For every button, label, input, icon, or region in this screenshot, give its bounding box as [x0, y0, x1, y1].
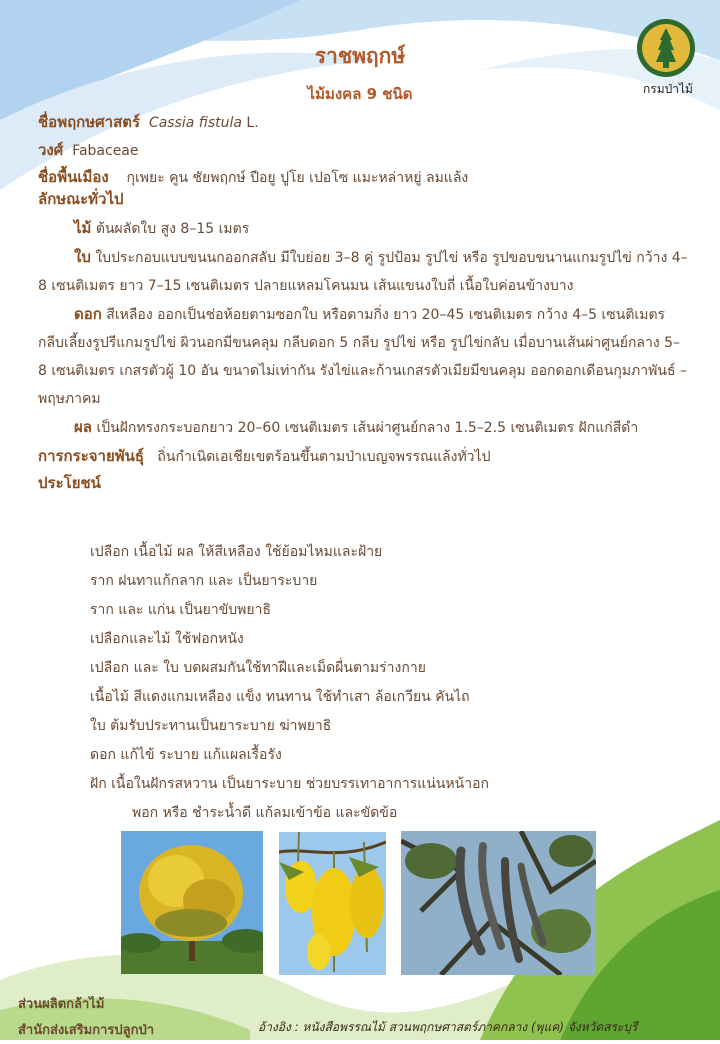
local-names-label: ชื่อพื้นเมือง — [38, 168, 109, 186]
list-item: เนื้อไม้ สีแดงแกมเหลือง แข็ง ทนทาน ใช้ทำเสา ล้อเกวียน คันไถ — [90, 689, 470, 705]
list-item: ฝัก เนื้อในฝักรสหวาน เป็นยาระบาย ช่วยบรรเทาอาการแน่นหน้าอก — [90, 776, 489, 792]
department-line-2: สำนักส่งเสริมการปลูกป่า — [18, 1023, 154, 1038]
scientific-name-genus: Cassia fistula — [148, 115, 242, 131]
page-subtitle: ไม้มงคล 9 ชนิด — [307, 85, 413, 103]
org-name: กรมป่าไม้ — [643, 82, 693, 96]
department-credit — [18, 992, 154, 1044]
list-item: ใบ ต้มรับประทานเป็นยาระบาย ฆ่าพยาธิ — [90, 718, 332, 734]
general-characteristics-label: ลักษณะทั่วไป — [38, 190, 124, 208]
fruit-text: เป็นฝักทรงกระบอกยาว 20–60 เซนติเมตร เส้นผ่าศูนย์กลาง 1.5–2.5 เซนติเมตร ฝักแก่สีดำ — [96, 420, 639, 436]
fruit-trait — [38, 413, 688, 442]
list-item: ดอก แก้ไข้ ระบาย แก้แผลเรื้อรัง — [90, 747, 282, 763]
fruit-label: ผล — [74, 418, 92, 436]
list-item: เปลือก และ ใบ บดผสมกันใช้ทาฝีและเม็ดผื่นตามร่างกาย — [90, 660, 426, 676]
tree-label: ไม้ — [74, 219, 92, 237]
photo-pods — [401, 831, 596, 975]
leaf-text: ใบประกอบแบบขนนกออกสลับ มีใบย่อย 3–8 คู่ รูปป้อม รูปไข่ หรือ รูปขอบขนานแกมรูปไข่ กว้าง 4–8 เซนติเมตร ยาว 7–15 เซนติเมตร ปลายแหลมโคนมน เส้นแขนงใบถี่ เนื้อใบค่อนข้างบาง — [38, 250, 688, 294]
local-names-value: กุเพยะ คูน ชัยพฤกษ์ ปือยู ปูโย เปอโซ แมะหล่าหยู่ ลมแล้ง — [126, 170, 469, 186]
tree-text: ต้นผลัดใบ สูง 8–15 เมตร — [95, 221, 250, 237]
scientific-name-author: L. — [246, 115, 259, 131]
family-label: วงศ์ — [38, 141, 64, 159]
list-item-continuation: พอก หรือ ชำระน้ำดี แก้ลมเข้าข้อ และขัดข้อ — [132, 805, 398, 821]
department-line-1: ส่วนผลิตกล้าไม้ — [18, 997, 105, 1012]
flower-label: ดอก — [74, 305, 102, 323]
photo-tree — [121, 831, 263, 974]
tree-trait — [38, 214, 688, 243]
list-item: ราก ฝนทาแก้กลาก และ เป็นยาระบาย — [90, 573, 318, 589]
description-section — [38, 110, 688, 496]
flower-text: สีเหลือง ออกเป็นช่อห้อยตามซอกใบ หรือตามกิ่ง ยาว 20–45 เซนติเมตร กว้าง 4–5 เซนติเมตร กลีบเลี้ยงรูปรีแกมรูปไข่ ผิวนอกมีขนคลุม กลีบดอก 5 กลีบ รูปไข่ หรือ รูปไข่กลับ เมื่อบานเส้นผ่าศูนย์กลาง 5–8 เซนติเมตร เกสรตัวผู้ 10 อัน ขนาดไม่เท่ากัน รังไข่และก้านเกสรตัวเมียมีขนคลุม ออกดอกเดือนกุมภาพันธ์ – พฤษภาคม — [38, 307, 687, 407]
list-item: ราก และ แก่น เป็นยาขับพยาธิ — [90, 602, 272, 618]
flower-trait — [38, 300, 688, 413]
list-item: เปลือกและไม้ ใช้ฟอกหนัง — [90, 631, 244, 647]
family-value: Fabaceae — [72, 143, 139, 159]
leaf-trait — [38, 243, 688, 300]
list-item: เปลือก เนื้อไม้ ผล ให้สีเหลือง ใช้ย้อมไหมและฝ้าย — [90, 544, 383, 560]
page-title: ราชพฤกษ์ — [314, 44, 406, 68]
distribution-text: ถิ่นกำเนิดเอเชียเขตร้อนขึ้นตามป่าเบญจพรรณแล้งทั่วไป — [157, 449, 491, 465]
distribution-label: การกระจายพันธุ์ — [38, 447, 145, 465]
leaf-label: ใบ — [74, 248, 91, 266]
benefits-list — [90, 538, 690, 828]
scientific-name-label: ชื่อพฤกษศาสตร์ — [38, 113, 141, 131]
photo-flowers — [279, 832, 386, 975]
benefits-label: ประโยชน์ — [38, 474, 101, 492]
reference-note: อ้างอิง : หนังสือพรรณไม้ สวนพฤกษศาสตร์ภาคกลาง (พุแค) จังหวัดสระบุรี — [258, 1020, 638, 1034]
